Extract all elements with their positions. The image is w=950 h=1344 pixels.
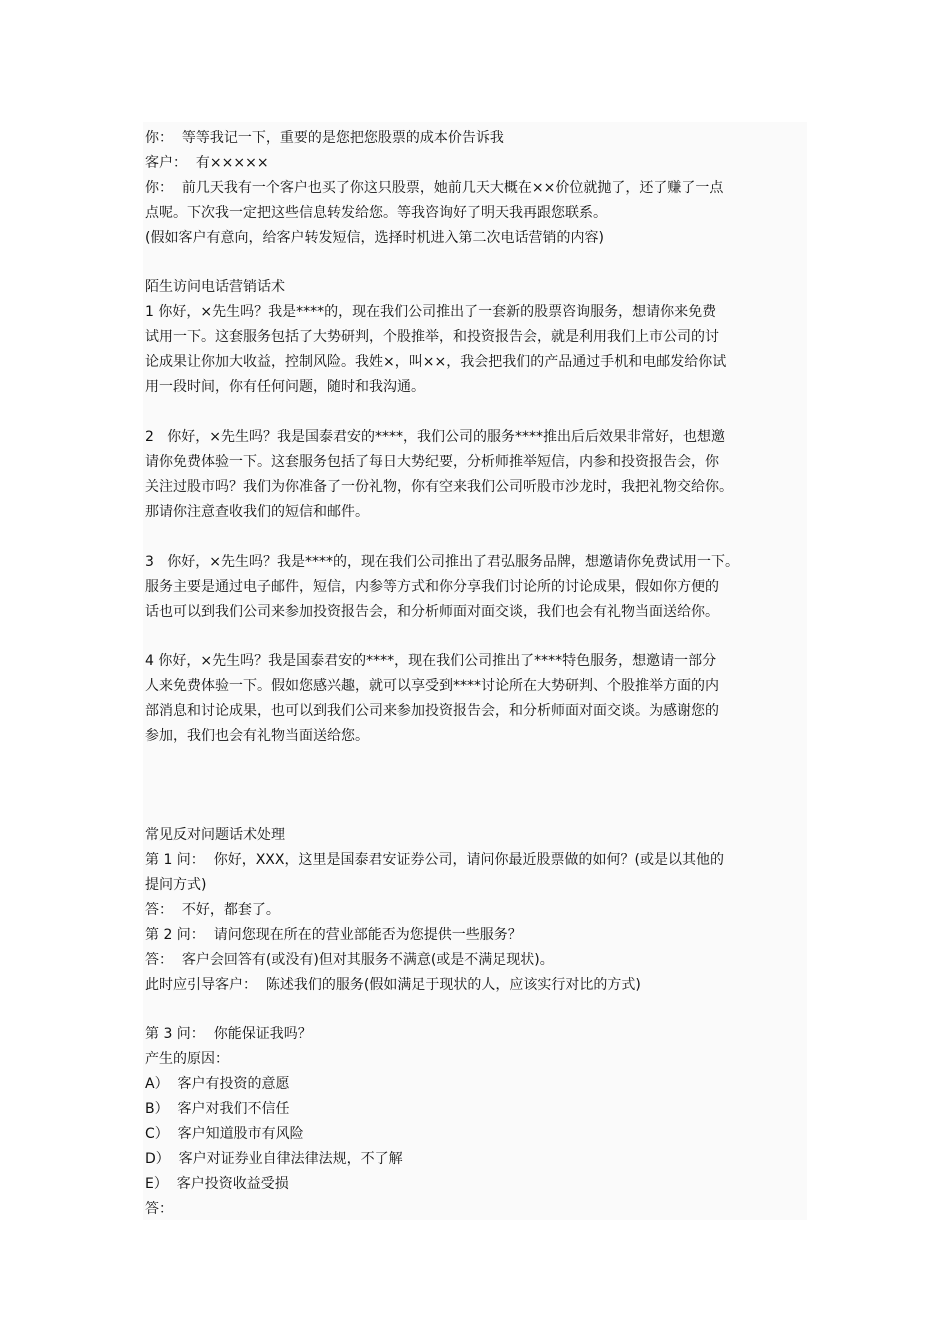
script-1-line: 用一段时间，你有任何问题，随时和我沟通。 bbox=[145, 379, 425, 395]
question-line: 第 3 问： 你能保证我吗？ bbox=[145, 1026, 312, 1042]
guidance-line: 此时应引导客户： 陈述我们的服务(假如满足于现状的人，应该实行对比的方式) bbox=[145, 977, 641, 993]
reason-item: A） 客户有投资的意愿 bbox=[145, 1076, 290, 1092]
reason-item: D） 客户对证券业自律法律法规，不了解 bbox=[145, 1151, 403, 1167]
script-2-line: 那请你注意查收我们的短信和邮件。 bbox=[145, 504, 369, 520]
script-4-line: 部消息和讨论成果，也可以到我们公司来参加投资报告会，和分析师面对面交谈。为感谢您的 bbox=[145, 703, 719, 719]
dialog-line: 你： 等等我记一下，重要的是您把您股票的成本价告诉我 bbox=[145, 130, 504, 146]
reason-item: B） 客户对我们不信任 bbox=[145, 1101, 290, 1117]
answer-line: 答： bbox=[145, 1201, 173, 1217]
reason-item: C） 客户知道股市有风险 bbox=[145, 1126, 304, 1142]
script-3-line: 话也可以到我们公司来参加投资报告会，和分析师面对面交谈，我们也会有礼物当面送给你。 bbox=[145, 604, 719, 620]
script-1-line: 论成果让你加大收益，控制风险。我姓×，叫××，我会把我们的产品通过手机和电邮发给你试 bbox=[145, 354, 727, 370]
dialog-line: 你： 前几天我有一个客户也买了你这只股票，她前几天大概在××价位就抛了，还了赚了一点 bbox=[145, 180, 724, 196]
answer-line: 答： 客户会回答有(或没有)但对其服务不满意(或是不满足现状)。 bbox=[145, 952, 554, 968]
script-3-line: 服务主要是通过电子邮件，短信，内参等方式和你分享我们讨论所的讨论成果，假如你方便的 bbox=[145, 579, 719, 595]
script-4-line: 4 你好，×先生吗？我是国泰君安的****，现在我们公司推出了****特色服务，想邀请一部分 bbox=[145, 653, 717, 669]
answer-line: 答： 不好，都套了。 bbox=[145, 902, 280, 918]
dialog-line: 客户： 有××××× bbox=[145, 155, 269, 171]
script-4-line: 人来免费体验一下。假如您感兴趣，就可以享受到****讨论所在大势研判、个股推举方面的内 bbox=[145, 678, 719, 694]
section-title: 常见反对问题话术处理 bbox=[145, 827, 285, 843]
script-2-line: 请你免费体验一下。这套服务包括了每日大势纪要，分析师推举短信，内参和投资报告会，你 bbox=[145, 454, 719, 470]
question-line: 第 1 问： 你好，XXX，这里是国泰君安证券公司，请问你最近股票做的如何？(或是以其他的 bbox=[145, 852, 724, 868]
section-title: 陌生访问电话营销话术 bbox=[145, 279, 285, 295]
reason-item: E） 客户投资收益受损 bbox=[145, 1176, 289, 1192]
script-4-line: 参加，我们也会有礼物当面送给您。 bbox=[145, 728, 369, 744]
question-line: 提问方式) bbox=[145, 877, 207, 893]
script-1-line: 1 你好，×先生吗？我是****的，现在我们公司推出了一套新的股票咨询服务，想请你来免费 bbox=[145, 304, 717, 320]
note-line: (假如客户有意向，给客户转发短信，选择时机进入第二次电话营销的内容) bbox=[145, 230, 604, 246]
question-line: 第 2 问： 请问您现在所在的营业部能否为您提供一些服务？ bbox=[145, 927, 522, 943]
dialog-line: 点呢。下次我一定把这些信息转发给您。等我咨询好了明天我再跟您联系。 bbox=[145, 205, 607, 221]
script-1-line: 试用一下。这套服务包括了大势研判，个股推举，和投资报告会，就是利用我们上市公司的讨 bbox=[145, 329, 719, 345]
reason-heading: 产生的原因： bbox=[145, 1051, 229, 1067]
script-2-line: 2 你好，×先生吗？我是国泰君安的****，我们公司的服务****推出后后效果非常好，也想邀 bbox=[145, 429, 725, 445]
script-3-line: 3 你好，×先生吗？我是****的，现在我们公司推出了君弘服务品牌，想邀请你免费试用一下。 bbox=[145, 554, 739, 570]
script-2-line: 关注过股市吗？我们为你准备了一份礼物，你有空来我们公司听股市沙龙时，我把礼物交给你。 bbox=[145, 479, 733, 495]
